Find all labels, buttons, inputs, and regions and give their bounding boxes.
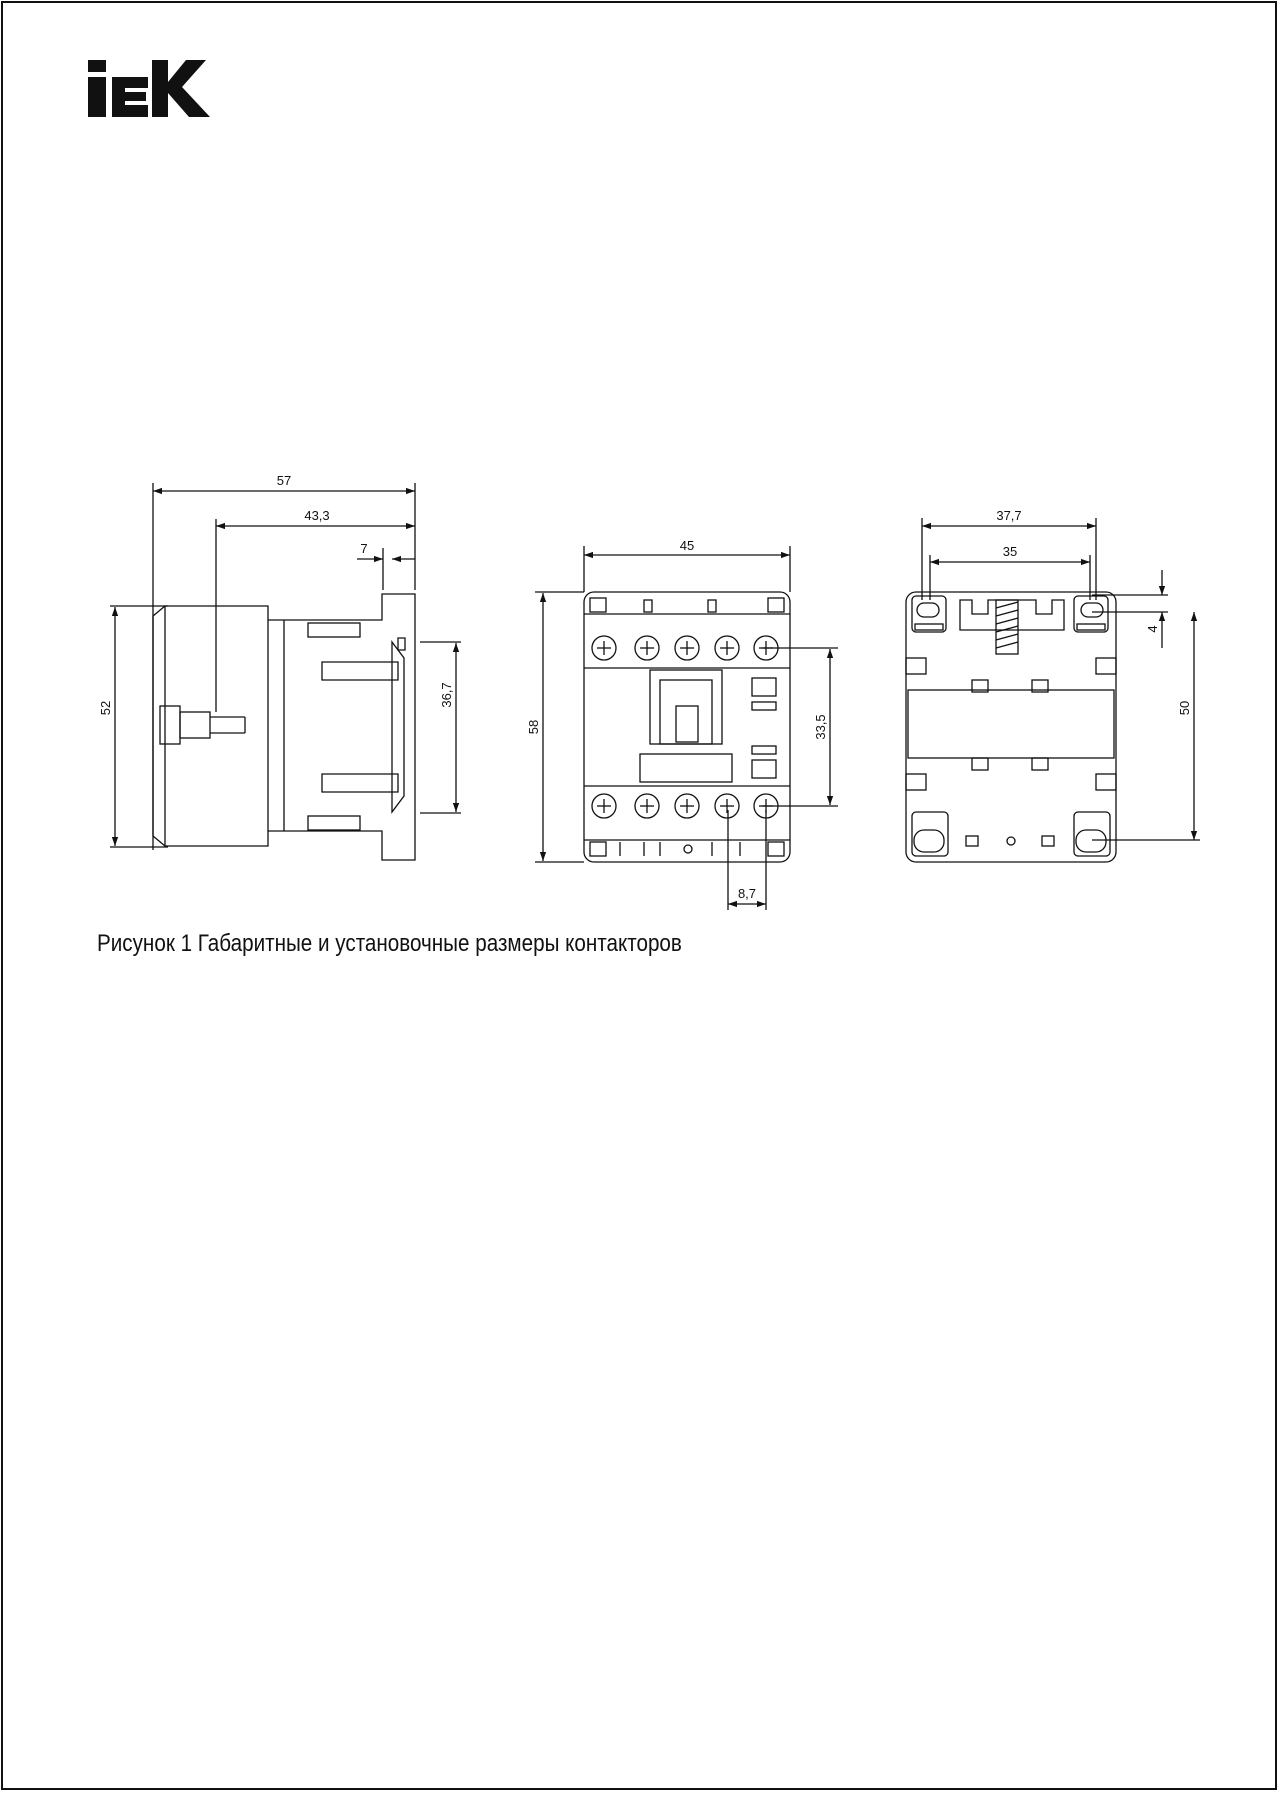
dim-4-label: 4 xyxy=(1145,625,1160,633)
dim-57-label: 57 xyxy=(276,473,292,488)
dim-33-5-label: 33,5 xyxy=(813,714,828,740)
dim-36-7-label: 36,7 xyxy=(439,682,454,708)
dim-7-label: 7 xyxy=(360,541,368,556)
dim-35-label: 35 xyxy=(1002,544,1018,559)
bottom-terminals xyxy=(592,794,778,818)
dim-45-label: 45 xyxy=(679,538,695,553)
top-terminals xyxy=(592,636,778,660)
dim-58-label: 58 xyxy=(526,719,541,735)
dim-8-7-label: 8,7 xyxy=(737,886,757,901)
dim-50-label: 50 xyxy=(1177,700,1192,716)
dim-37-7-label: 37,7 xyxy=(996,508,1022,523)
front-view xyxy=(535,546,838,910)
side-view xyxy=(110,483,461,860)
dim-43-3-label: 43,3 xyxy=(304,508,330,523)
back-view xyxy=(906,518,1200,862)
dim-52-label: 52 xyxy=(98,700,113,716)
figure-caption: Рисунок 1 Габаритные и установочные размеры контакторов xyxy=(97,930,682,957)
